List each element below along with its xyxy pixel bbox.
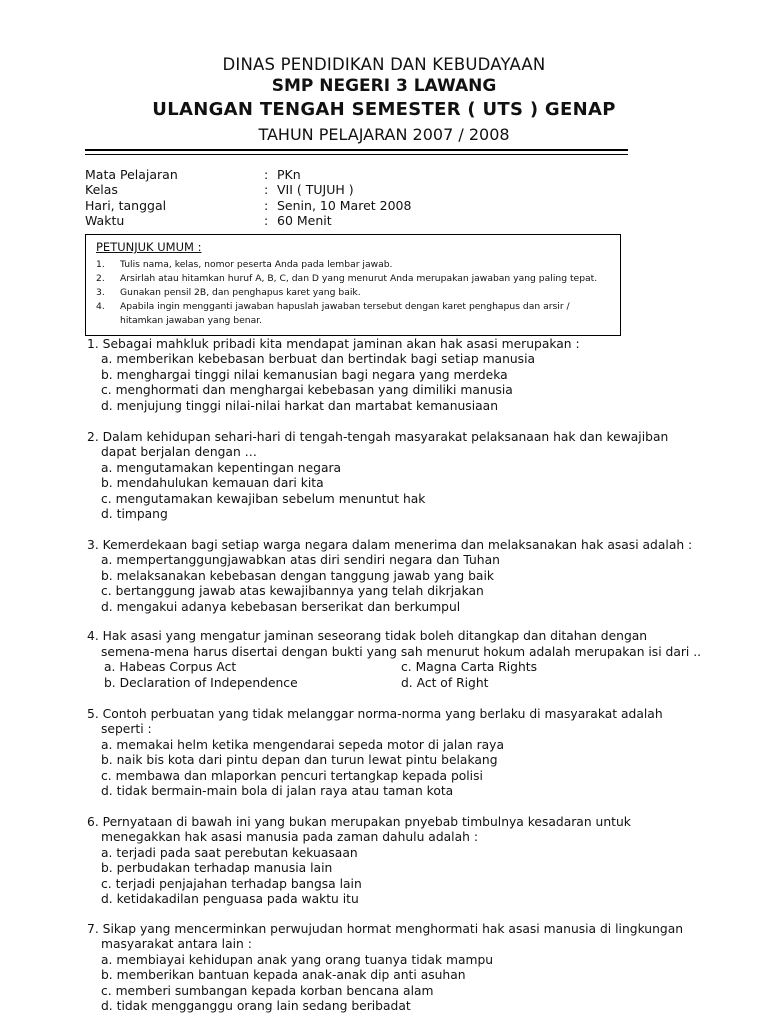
question-4-text: 4. Hak asasi yang mengatur jaminan seseorang tidak boleh ditangkap dan ditahan dengan bbox=[87, 629, 648, 643]
instructions-box bbox=[85, 234, 621, 336]
question-4-text-cont: semena-mena harus disertai dengan bukti yang sah menurut hokum adalah merupakan isi dari .. bbox=[101, 645, 702, 659]
instruction-number: 3. bbox=[96, 287, 105, 298]
question-3-option-a: a. mempertanggungjawabkan atas diri sendiri negara dan Tuhan bbox=[101, 553, 500, 567]
question-5-text-cont: seperti : bbox=[101, 722, 152, 736]
info-value: PKn bbox=[277, 167, 301, 182]
info-separator: : bbox=[264, 182, 269, 197]
question-2-text-cont: dapat berjalan dengan … bbox=[101, 445, 257, 459]
question-1-option-a: a. memberikan kebebasan berbuat dan bertindak bagi setiap manusia bbox=[101, 352, 536, 366]
info-label: Kelas bbox=[85, 182, 118, 197]
question-4-option-a: a. Habeas Corpus Act bbox=[104, 660, 237, 674]
info-separator: : bbox=[264, 167, 269, 182]
question-7-option-a: a. membiayai kehidupan anak yang orang tuanya tidak mampu bbox=[101, 953, 494, 967]
instruction-number: 1. bbox=[96, 259, 105, 270]
instructions-title: PETUNJUK UMUM : bbox=[96, 240, 202, 254]
instruction-text: Tulis nama, kelas, nomor peserta Anda pada lembar jawab. bbox=[120, 259, 393, 270]
question-6-option-c: c. terjadi penjajahan terhadap bangsa lain bbox=[101, 877, 362, 891]
question-7-text: 7. Sikap yang mencerminkan perwujudan hormat menghormati hak asasi manusia di lingkungan bbox=[87, 922, 684, 936]
exam-title: ULANGAN TENGAH SEMESTER ( UTS ) GENAP bbox=[152, 99, 616, 120]
header-divider-thin bbox=[85, 154, 628, 155]
school-name: SMP NEGERI 3 LAWANG bbox=[271, 76, 497, 96]
instruction-text: Apabila ingin mengganti jawaban hapuslah jawaban tersebut dengan karet penghapus dan arsir / bbox=[120, 301, 570, 312]
question-3-option-c: c. bertanggung jawab atas kewajibannya yang telah dikrjakan bbox=[101, 584, 484, 598]
question-6-option-a: a. terjadi pada saat perebutan kekuasaan bbox=[101, 846, 358, 860]
question-6-text: 6. Pernyataan di bawah ini yang bukan merupakan pnyebab timbulnya kesadaran untuk bbox=[87, 815, 631, 829]
question-2-option-c: c. mengutamakan kewajiban sebelum menuntut hak bbox=[101, 492, 426, 506]
question-7-option-b: b. memberikan bantuan kepada anak-anak dip anti asuhan bbox=[101, 968, 466, 982]
question-7-option-c: c. memberi sumbangan kepada korban bencana alam bbox=[101, 984, 434, 998]
question-5-option-d: d. tidak bermain-main bola di jalan raya atau taman kota bbox=[101, 784, 454, 798]
header-divider-thick bbox=[85, 149, 628, 151]
question-4-option-b: b. Declaration of Independence bbox=[104, 676, 298, 690]
instruction-number: 2. bbox=[96, 273, 105, 284]
question-2-option-d: d. timpang bbox=[101, 507, 168, 521]
info-label: Mata Pelajaran bbox=[85, 167, 178, 182]
question-1-option-b: b. menghargai tinggi nilai kemanusian bagi negara yang merdeka bbox=[101, 368, 508, 382]
info-value: Senin, 10 Maret 2008 bbox=[277, 198, 412, 213]
instruction-number: 4. bbox=[96, 301, 105, 312]
question-6-option-d: d. ketidakadilan penguasa pada waktu itu bbox=[101, 892, 359, 906]
question-2-text: 2. Dalam kehidupan sehari-hari di tengah-tengah masyarakat pelaksanaan hak dan kewajiban bbox=[87, 430, 669, 444]
question-2-option-a: a. mengutamakan kepentingan negara bbox=[101, 461, 342, 475]
agency-title: DINAS PENDIDIKAN DAN KEBUDAYAAN bbox=[222, 55, 546, 74]
question-3-option-d: d. mengakui adanya kebebasan berserikat dan berkumpul bbox=[101, 600, 461, 614]
question-4-option-d: d. Act of Right bbox=[401, 676, 489, 690]
question-4-option-c: c. Magna Carta Rights bbox=[401, 660, 537, 674]
info-separator: : bbox=[264, 198, 269, 213]
info-value: 60 Menit bbox=[277, 213, 332, 228]
instruction-text: Gunakan pensil 2B, dan penghapus karet yang baik. bbox=[120, 287, 361, 298]
question-7-text-cont: masyarakat antara lain : bbox=[101, 937, 252, 951]
question-6-option-b: b. perbudakan terhadap manusia lain bbox=[101, 861, 333, 875]
question-2-option-b: b. mendahulukan kemauan dari kita bbox=[101, 476, 324, 490]
question-5-text: 5. Contoh perbuatan yang tidak melanggar norma-norma yang berlaku di masyarakat adalah bbox=[87, 707, 663, 721]
question-5-option-a: a. memakai helm ketika mengendarai sepeda motor di jalan raya bbox=[101, 738, 504, 752]
question-1-option-c: c. menghormati dan menghargai kebebasan yang dimiliki manusia bbox=[101, 383, 513, 397]
question-3-option-b: b. melaksanakan kebebasan dengan tanggung jawab yang baik bbox=[101, 569, 494, 583]
question-5-option-b: b. naik bis kota dari pintu depan dan turun lewat pintu belakang bbox=[101, 753, 498, 767]
question-3-text: 3. Kemerdekaan bagi setiap warga negara dalam menerima dan melaksanakan hak asasi adalah : bbox=[87, 538, 693, 552]
question-5-option-c: c. membawa dan mlaporkan pencuri tertangkap kepada polisi bbox=[101, 769, 483, 783]
info-label: Hari, tanggal bbox=[85, 198, 167, 213]
instruction-text: hitamkan jawaban yang benar. bbox=[120, 315, 263, 326]
info-label: Waktu bbox=[85, 213, 125, 228]
question-1-text: 1. Sebagai mahkluk pribadi kita mendapat jaminan akan hak asasi merupakan : bbox=[87, 337, 580, 351]
info-value: VII ( TUJUH ) bbox=[277, 182, 354, 197]
question-1-option-d: d. menjujung tinggi nilai-nilai harkat dan martabat kemanusiaan bbox=[101, 399, 498, 413]
info-separator: : bbox=[264, 213, 269, 228]
academic-year: TAHUN PELAJARAN 2007 / 2008 bbox=[258, 125, 510, 144]
question-7-option-d: d. tidak mengganggu orang lain sedang beribadat bbox=[101, 999, 411, 1013]
instruction-text: Arsirlah atau hitamkan huruf A, B, C, dan D yang menurut Anda merupakan jawaban yang paling tepat. bbox=[120, 273, 598, 284]
question-6-text-cont: menegakkan hak asasi manusia pada zaman dahulu adalah : bbox=[101, 830, 478, 844]
